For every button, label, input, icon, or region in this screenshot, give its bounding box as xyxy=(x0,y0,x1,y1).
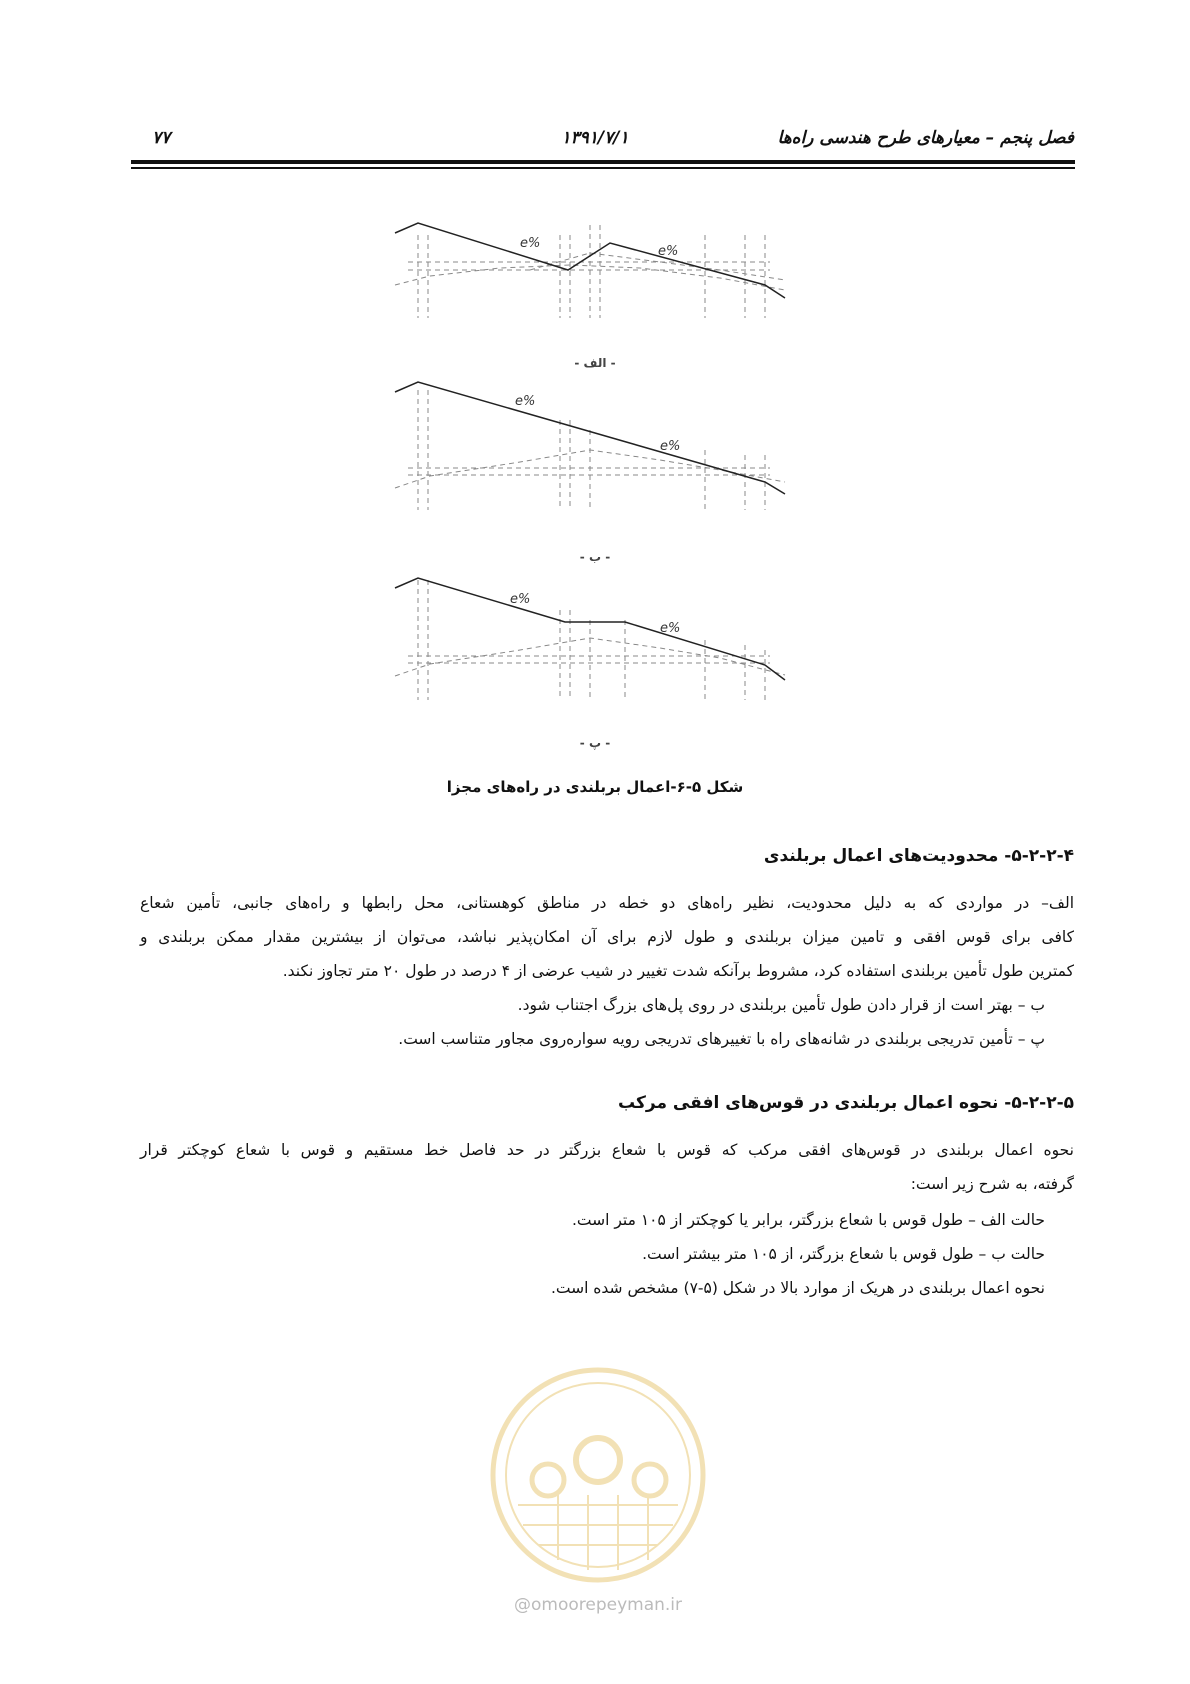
chapter-title: فصل پنجم – معیارهای طرح هندسی راه‌ها xyxy=(777,128,1074,148)
section-heading: ۵-۲-۲-۴- محدودیت‌های اعمال بربلندی xyxy=(763,846,1074,866)
paragraph-line: الف– در مواردی که به دلیل محدودیت، نظیر راه‌های دو خطه در مناطق کوهستانی، محل رابطها و راه‌های جانبی، تأمین شعاع xyxy=(140,894,1074,912)
slope-label: e% xyxy=(660,621,681,636)
paragraph-line: کافی برای قوس افقی و تامین میزان بربلندی و طول لازم برای آن امکان‌پذیر نباشد، می‌توان از بیشترین مقدار ممکن بربلندی و xyxy=(140,928,1074,946)
paragraph-line: کمترین طول تأمین بربلندی استفاده کرد، مشروط برآنکه شدت تغییر در شیب عرضی از ۴ درصد در طول ۲۰ متر تجاوز نکند. xyxy=(282,962,1074,980)
slope-label: e% xyxy=(515,394,536,409)
list-item: ب – بهتر است از قرار دادن طول تأمین بربلندی در روی پل‌های بزرگ اجتناب شود. xyxy=(517,996,1045,1014)
paragraph-line: نحوه اعمال بربلندی در قوس‌های افقی مرکب که قوس با شعاع بزرگتر در حد فاصل خط مستقیم و قوس با شعاع کوچکتر قرار xyxy=(140,1141,1074,1159)
slope-label: e% xyxy=(658,244,679,259)
slope-label: e% xyxy=(660,439,681,454)
figure-caption: شکل ۵-۶-اعمال بربلندی در راه‌های مجزا xyxy=(446,778,744,796)
diagram-alef xyxy=(395,223,785,318)
paragraph-line: گرفته، به شرح زیر است: xyxy=(910,1175,1074,1193)
watermark-url: @omoorepeyman.ir xyxy=(513,1595,683,1615)
slope-label: e% xyxy=(510,592,531,607)
section-heading: ۵-۲-۲-۵- نحوه اعمال بربلندی در قوس‌های افقی مرکب xyxy=(618,1093,1074,1113)
watermark-logo xyxy=(478,1355,718,1595)
diagram-sublabel: - ب - xyxy=(579,550,611,564)
slope-label: e% xyxy=(520,236,541,251)
list-item: حالت ب – طول قوس با شعاع بزرگتر، از ۱۰۵ متر بیشتر است. xyxy=(642,1245,1045,1263)
header-date: ۱۳۹۱/۷/۱ xyxy=(561,128,629,148)
paragraph-line: نحوه اعمال بربلندی در هریک از موارد بالا در شکل (۵-۷) مشخص شده است. xyxy=(550,1279,1045,1297)
list-item: پ – تأمین تدریجی بربلندی در شانه‌های راه با تغییرهای تدریجی رویه سواره‌روی مجاور متناسب است. xyxy=(398,1030,1045,1048)
diagram-sublabel: - الف - xyxy=(574,356,616,370)
diagram-sublabel: - پ - xyxy=(579,736,611,750)
diagram-pe xyxy=(395,578,785,700)
diagram-be xyxy=(395,382,785,510)
list-item: حالت الف – طول قوس با شعاع بزرگتر، برابر یا کوچکتر از ۱۰۵ متر است. xyxy=(571,1211,1045,1229)
page-number: ۷۷ xyxy=(152,128,171,148)
